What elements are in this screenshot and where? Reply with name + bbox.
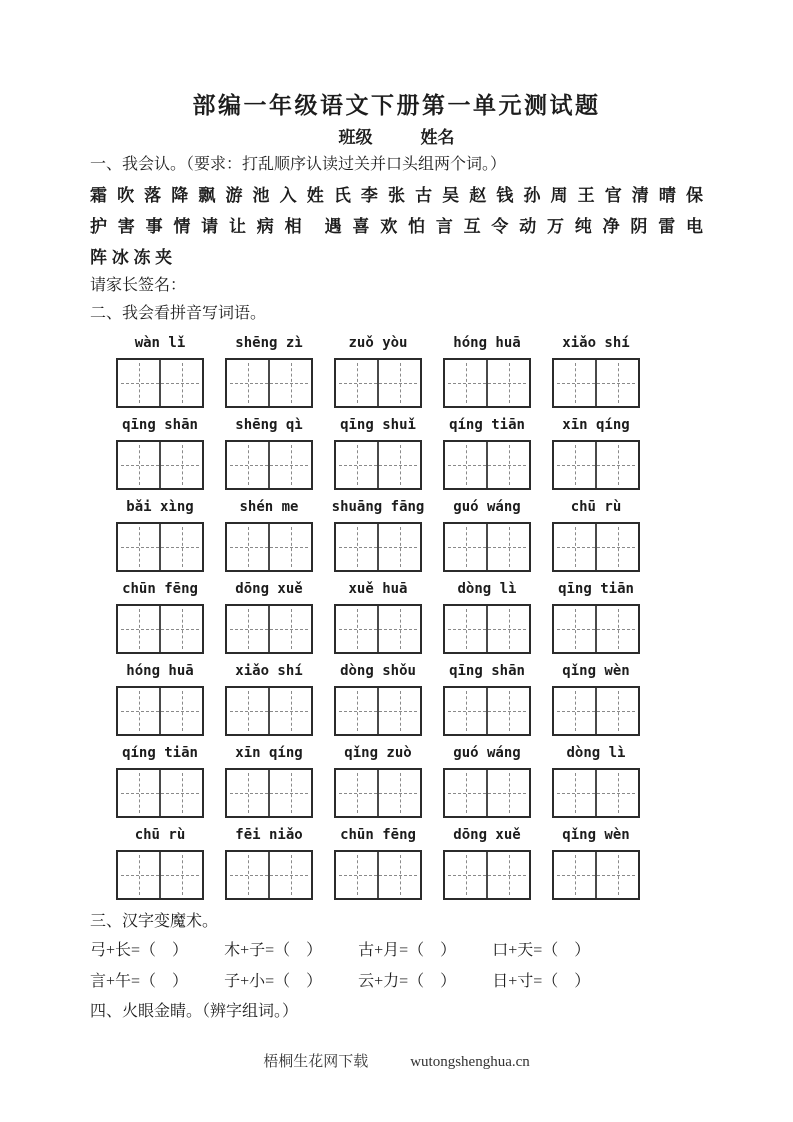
writing-grid-cell: [377, 770, 420, 816]
pinyin-label: qīng tiān: [558, 581, 634, 597]
writing-grid-box: [116, 604, 204, 654]
writing-grid-box: [225, 522, 313, 572]
pinyin-label: hóng huā: [453, 335, 521, 351]
writing-grid-box: [334, 604, 422, 654]
pinyin-word-column: [225, 663, 313, 736]
char-row-1: 霜 吹 落 降 飘 游 池 入 姓 氏 李 张 古 吴 赵 钱 孙 周 王 官 清 晴 保: [90, 186, 703, 205]
writing-grid-cell: [159, 442, 202, 488]
pinyin-word-column: [552, 745, 640, 818]
writing-grid-cell: [268, 606, 311, 652]
writing-grid-box: [443, 440, 531, 490]
section2-heading: 二、我会看拼音写词语。: [90, 305, 267, 322]
writing-grid-cell: [554, 524, 595, 570]
writing-grid-cell: [595, 442, 638, 488]
writing-grid-box: [443, 358, 531, 408]
writing-grid-cell: [445, 442, 486, 488]
writing-grid-box: [443, 768, 531, 818]
recognition-char-rows: [90, 180, 703, 273]
pinyin-word-column: [225, 745, 313, 818]
char-magic-item: 云+力=（ ）: [358, 973, 457, 990]
writing-grid-cell: [377, 442, 420, 488]
writing-grid-cell: [159, 770, 202, 816]
pinyin-label: xīn qíng: [235, 745, 303, 761]
writing-grid-cell: [336, 360, 377, 406]
pinyin-word-column: [552, 663, 640, 736]
char-row-3: 阵 冰 冻 夹: [90, 248, 173, 267]
char-magic-item: 古+月=（ ）: [358, 942, 457, 959]
pinyin-label: qīng shān: [449, 663, 525, 679]
pinyin-word-column: [116, 335, 204, 408]
writing-grid-cell: [595, 524, 638, 570]
writing-grid-box: [116, 768, 204, 818]
writing-grid-cell: [118, 770, 159, 816]
pinyin-label: qīng shān: [122, 417, 198, 433]
writing-grid-cell: [268, 442, 311, 488]
section1-heading: 一、我会认。（要求：打乱顺序认读过关并口头组两个词。）: [90, 156, 507, 173]
footer-url: wutongshenghua.cn: [410, 1054, 530, 1070]
pinyin-word-column: [116, 417, 204, 490]
pinyin-grid-row: [116, 581, 640, 654]
char-magic-item: 子+小=（ ）: [224, 973, 323, 990]
writing-grid-box: [552, 522, 640, 572]
pinyin-word-column: [443, 745, 531, 818]
writing-grid-cell: [227, 524, 268, 570]
pinyin-label: qīng shuǐ: [340, 417, 416, 433]
writing-grid-cell: [595, 852, 638, 898]
pinyin-label: qíng tiān: [122, 745, 198, 761]
pinyin-grid-row: [116, 827, 640, 900]
writing-grid-cell: [486, 442, 529, 488]
pinyin-label: chū rù: [134, 827, 186, 843]
writing-grid-cell: [445, 524, 486, 570]
writing-grid-cell: [227, 360, 268, 406]
pinyin-label: xiǎo shí: [235, 663, 303, 679]
writing-grid-cell: [377, 688, 420, 734]
pinyin-word-column: [225, 499, 313, 572]
writing-grid-box: [225, 358, 313, 408]
pinyin-word-column: [116, 827, 204, 900]
pinyin-word-column: [225, 417, 313, 490]
char-magic-item: 日+寸=（ ）: [492, 973, 591, 990]
pinyin-word-column: [334, 663, 422, 736]
pinyin-label: shuāng fāng: [331, 499, 425, 515]
pinyin-label: bǎi xìng: [126, 499, 194, 515]
writing-grid-cell: [268, 524, 311, 570]
writing-grid-cell: [159, 688, 202, 734]
pinyin-word-column: [331, 499, 425, 572]
pinyin-word-column: [552, 827, 640, 900]
writing-grid-cell: [445, 852, 486, 898]
writing-grid-box: [225, 604, 313, 654]
char-magic-item: 木+子=（ ）: [224, 942, 323, 959]
writing-grid-cell: [159, 524, 202, 570]
writing-grid-cell: [486, 606, 529, 652]
writing-grid-box: [443, 522, 531, 572]
writing-grid-box: [225, 686, 313, 736]
pinyin-label: chūn fēng: [122, 581, 198, 597]
writing-grid-cell: [445, 688, 486, 734]
pinyin-word-column: [116, 663, 204, 736]
writing-grid-box: [334, 522, 422, 572]
writing-grid-cell: [377, 360, 420, 406]
writing-grid-cell: [486, 360, 529, 406]
writing-grid-cell: [486, 688, 529, 734]
writing-grid-box: [116, 522, 204, 572]
pinyin-label: dōng xuě: [235, 581, 303, 597]
writing-grid-box: [443, 686, 531, 736]
writing-grid-cell: [118, 606, 159, 652]
pinyin-label: qíng tiān: [449, 417, 525, 433]
pinyin-label: qǐng wèn: [562, 827, 630, 843]
char-magic-item: 弓+长=（ ）: [90, 942, 189, 959]
page-footer: [90, 1051, 703, 1073]
char-magic-item: 口+天=（ ）: [492, 942, 591, 959]
pinyin-word-column: [443, 417, 531, 490]
name-label: 姓名: [420, 128, 455, 147]
pinyin-grid-row: [116, 417, 640, 490]
writing-grid-cell: [227, 606, 268, 652]
writing-grid-cell: [554, 770, 595, 816]
writing-grid-cell: [554, 852, 595, 898]
writing-grid-box: [552, 768, 640, 818]
writing-grid-box: [225, 768, 313, 818]
writing-grid-cell: [336, 770, 377, 816]
pinyin-word-column: [116, 499, 204, 572]
writing-grid-cell: [159, 606, 202, 652]
writing-grid-cell: [268, 360, 311, 406]
footer-site-name: 梧桐生花网下载: [263, 1054, 369, 1070]
writing-grid-cell: [118, 852, 159, 898]
writing-grid-cell: [227, 442, 268, 488]
pinyin-word-column: [443, 663, 531, 736]
writing-grid-cell: [377, 852, 420, 898]
class-label: 班级: [338, 128, 373, 147]
writing-grid-box: [116, 850, 204, 900]
pinyin-label: zuǒ yòu: [348, 335, 408, 351]
pinyin-label: dòng shǒu: [340, 663, 416, 679]
pinyin-label: wàn lǐ: [134, 335, 186, 351]
writing-grid-box: [225, 850, 313, 900]
pinyin-word-column: [443, 335, 531, 408]
writing-grid-cell: [268, 770, 311, 816]
writing-grid-cell: [227, 770, 268, 816]
section3-heading: 三、汉字变魔术。: [90, 913, 219, 930]
pinyin-word-column: [443, 499, 531, 572]
writing-grid-cell: [159, 360, 202, 406]
pinyin-word-column: [334, 745, 422, 818]
writing-grid-cell: [554, 360, 595, 406]
pinyin-word-column: [334, 417, 422, 490]
writing-grid-cell: [336, 688, 377, 734]
pinyin-word-grid: [116, 335, 640, 900]
pinyin-label: shēng zì: [235, 335, 303, 351]
pinyin-label: xuě huā: [348, 581, 408, 597]
pinyin-word-column: [552, 335, 640, 408]
writing-grid-cell: [445, 606, 486, 652]
writing-grid-cell: [159, 852, 202, 898]
section4-heading: 四、火眼金睛。（辨字组词。）: [90, 1003, 299, 1020]
pinyin-word-column: [552, 499, 640, 572]
pinyin-label: chū rù: [570, 499, 622, 515]
pinyin-word-column: [443, 827, 531, 900]
pinyin-label: dōng xuě: [453, 827, 521, 843]
pinyin-label: guó wáng: [453, 499, 521, 515]
pinyin-label: shén me: [239, 499, 299, 515]
writing-grid-cell: [486, 852, 529, 898]
writing-grid-box: [334, 768, 422, 818]
pinyin-label: qǐng zuò: [344, 745, 412, 761]
writing-grid-cell: [377, 606, 420, 652]
pinyin-label: dòng lì: [566, 745, 626, 761]
writing-grid-box: [443, 850, 531, 900]
pinyin-label: dòng lì: [457, 581, 517, 597]
writing-grid-cell: [268, 852, 311, 898]
writing-grid-box: [225, 440, 313, 490]
pinyin-label: hóng huā: [126, 663, 194, 679]
pinyin-grid-row: [116, 499, 640, 572]
writing-grid-cell: [336, 524, 377, 570]
writing-grid-box: [552, 604, 640, 654]
pinyin-grid-row: [116, 745, 640, 818]
pinyin-word-column: [225, 335, 313, 408]
writing-grid-box: [443, 604, 531, 654]
writing-grid-box: [334, 358, 422, 408]
writing-grid-box: [552, 440, 640, 490]
pinyin-label: chūn fēng: [340, 827, 416, 843]
writing-grid-cell: [336, 606, 377, 652]
pinyin-word-column: [552, 417, 640, 490]
writing-grid-box: [552, 358, 640, 408]
writing-grid-cell: [336, 442, 377, 488]
pinyin-label: shēng qì: [235, 417, 303, 433]
parent-signature-line: 请家长签名：: [90, 277, 187, 294]
writing-grid-cell: [445, 770, 486, 816]
pinyin-label: xiǎo shí: [562, 335, 630, 351]
writing-grid-cell: [486, 524, 529, 570]
pinyin-label: qǐng wèn: [562, 663, 630, 679]
pinyin-word-column: [225, 827, 313, 900]
pinyin-label: fēi niǎo: [235, 827, 303, 843]
writing-grid-cell: [268, 688, 311, 734]
writing-grid-cell: [227, 852, 268, 898]
writing-grid-cell: [118, 688, 159, 734]
pinyin-word-column: [225, 581, 313, 654]
writing-grid-cell: [554, 606, 595, 652]
page-title: 部编一年级语文下册第一单元测试题: [192, 92, 601, 118]
pinyin-word-column: [443, 581, 531, 654]
writing-grid-cell: [118, 524, 159, 570]
pinyin-label: guó wáng: [453, 745, 521, 761]
writing-grid-box: [552, 850, 640, 900]
char-magic-row-2: [90, 966, 703, 997]
pinyin-grid-row: [116, 335, 640, 408]
writing-grid-cell: [227, 688, 268, 734]
pinyin-word-column: [334, 581, 422, 654]
pinyin-label: xīn qíng: [562, 417, 630, 433]
class-name-line: [90, 126, 703, 150]
char-row-2: 护 害 事 情 请 让 病 相 遇 喜 欢 怕 言 互 令 动 万 纯 净 阴 雷 电: [90, 217, 703, 236]
pinyin-word-column: [334, 827, 422, 900]
pinyin-word-column: [116, 581, 204, 654]
writing-grid-box: [116, 440, 204, 490]
writing-grid-box: [552, 686, 640, 736]
writing-grid-cell: [595, 688, 638, 734]
writing-grid-box: [116, 358, 204, 408]
writing-grid-cell: [554, 442, 595, 488]
writing-grid-box: [334, 686, 422, 736]
writing-grid-cell: [595, 606, 638, 652]
writing-grid-cell: [595, 360, 638, 406]
pinyin-word-column: [116, 745, 204, 818]
writing-grid-cell: [486, 770, 529, 816]
writing-grid-box: [334, 850, 422, 900]
writing-grid-cell: [118, 360, 159, 406]
pinyin-word-column: [334, 335, 422, 408]
writing-grid-cell: [445, 360, 486, 406]
pinyin-grid-row: [116, 663, 640, 736]
worksheet-page: [90, 0, 703, 1073]
writing-grid-cell: [595, 770, 638, 816]
char-magic-row-1: [90, 935, 703, 966]
pinyin-word-column: [552, 581, 640, 654]
writing-grid-cell: [377, 524, 420, 570]
writing-grid-cell: [554, 688, 595, 734]
char-magic-item: 言+午=（ ）: [90, 973, 189, 990]
writing-grid-box: [334, 440, 422, 490]
writing-grid-cell: [118, 442, 159, 488]
writing-grid-cell: [336, 852, 377, 898]
writing-grid-box: [116, 686, 204, 736]
